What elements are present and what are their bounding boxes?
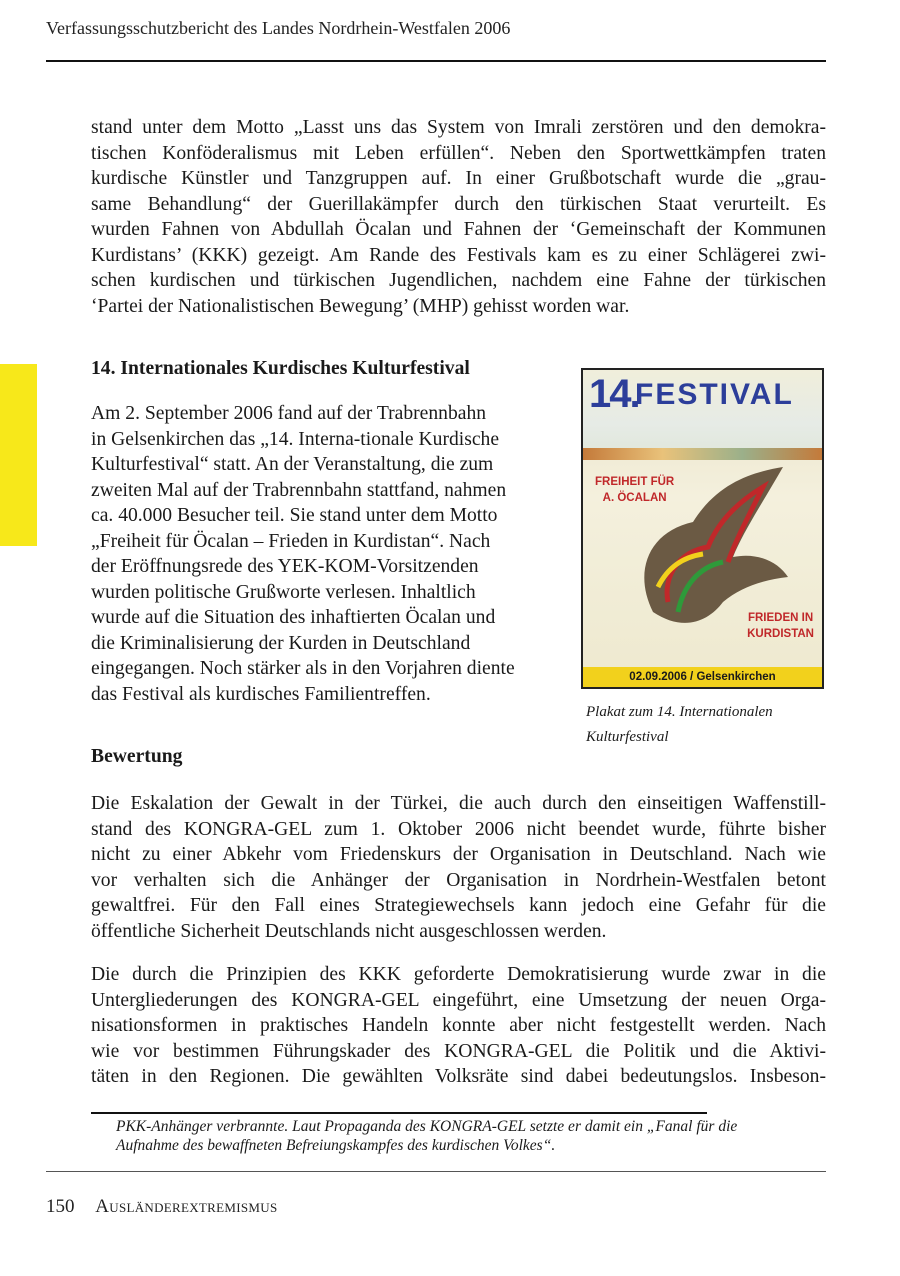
bewertung-paragraph-2: Die durch die Prinzipien des KKK geforderte Demokratisierung wurde zwar in die Untergliederungen des KONGRA-GEL eingeführt, eine Umsetzung der neuen Orga- nisationsformen in praktisches Handeln konnte aber nicht festgestellt werden. Nach wie vor bestimmen Führungskader des KONGRA-GEL die Politik und die Aktivi- täten in den Regionen. Die gewählten Volksräte sind dabei bedeutungslos. Insbeson- (91, 964, 826, 1087)
poster-left-slogan: FREIHEIT FÜR A. ÖCALAN (595, 476, 675, 504)
page-footer (46, 1196, 277, 1218)
footer-rule (46, 1171, 826, 1172)
header-rule (46, 60, 826, 62)
footer-section-title: Ausländerextremismus (95, 1196, 278, 1217)
poster-number: 14. (589, 372, 639, 416)
running-header: Verfassungsschutzbericht des Landes Nordrhein-Westfalen 2006 (46, 18, 511, 38)
poster-title: FESTIVAL (635, 378, 794, 411)
poster-date-bar: 02.09.2006 / Gelsenkirchen (583, 667, 822, 687)
poster-right-slogan: FRIEDEN IN KURDISTAN (747, 612, 814, 640)
bewertung-paragraph-1: Die Eskalation der Gewalt in der Türkei, die auch durch den einseitigen Waffenstill- stand des KONGRA-GEL zum 1. Oktober 2006 nicht beendet wurde, führte bisher nicht zu einer Abkehr vom Friedenskurs der Organisation in Deutschland. Nach wie vor verhalten sich die Anhänger der Organisation in Nordrhein-Westfalen betont gewaltfrei. Für den Fall eines Strategiewechsels kann jedoch eine Gefahr für die öffentliche Sicherheit Deutschlands nicht ausgeschlossen werden. (91, 793, 826, 942)
festival-poster-image (581, 368, 824, 689)
page-number: 150 (46, 1196, 75, 1217)
section-heading-bewertung: Bewertung (91, 746, 183, 767)
figure-caption: Plakat zum 14. Internationalen Kulturfestival (586, 704, 773, 745)
poster-crowd-strip (583, 448, 822, 460)
intro-paragraph: stand unter dem Motto „Lasst uns das System von Imrali zerstören und den demokra- tischen Konföderalismus mit Leben erfüllen“. Neben den Sportwettkämpfen traten kurdische Künstler und Tanzgruppen auf. In einer Grußbotschaft wurde die „grau- same Behandlung“ der Guerillakämpfer durch den türkischen Staat verurteilt. Es wurden Fahnen von Abdullah Öcalan und Fahnen der ‘Gemeinschaft der Kommunen Kurdistans’ (KKK) gezeigt. Am Rande des Festivals kam es zu einer Schlägerei zwi- schen kurdischen und türkischen Jugendlichen, nachdem eine Fahne der türkischen ‘Partei der Nationalistischen Bewegung’ (MHP) gehisst worden war. (91, 117, 826, 317)
section-heading-festival: 14. Internationales Kurdisches Kulturfestival (91, 358, 470, 379)
side-tab-marker (0, 364, 37, 546)
footnote-rule (91, 1112, 707, 1114)
festival-paragraph: Am 2. September 2006 fand auf der Trabrennbahn in Gelsenkirchen das „14. Interna-tionale Kurdische Kulturfestival“ statt. An der Veranstaltung, die zum zweiten Mal auf der Trabrennbahn stattfand, nahmen ca. 40.000 Besucher teil. Sie stand unter dem Motto „Freiheit für Öcalan – Frieden in Kurdistan“. Nach der Eröffnungsrede des YEK-KOM-Vorsitzenden wurden politische Grußworte verlesen. Inhaltlich wurde auf die Situation des inhaftierten Öcalan und die Kriminalisierung der Kurden in Deutschland eingegangen. Noch stärker als in den Vorjahren diente das Festival als kurdisches Familientreffen. (91, 403, 515, 705)
footnote-text: PKK-Anhänger verbrannte. Laut Propaganda des KONGRA-GEL setzte er damit ein „Fanal für die Aufnahme des bewaffneten Befreiungskampfes des kurdischen Volkes“. (116, 1118, 738, 1154)
